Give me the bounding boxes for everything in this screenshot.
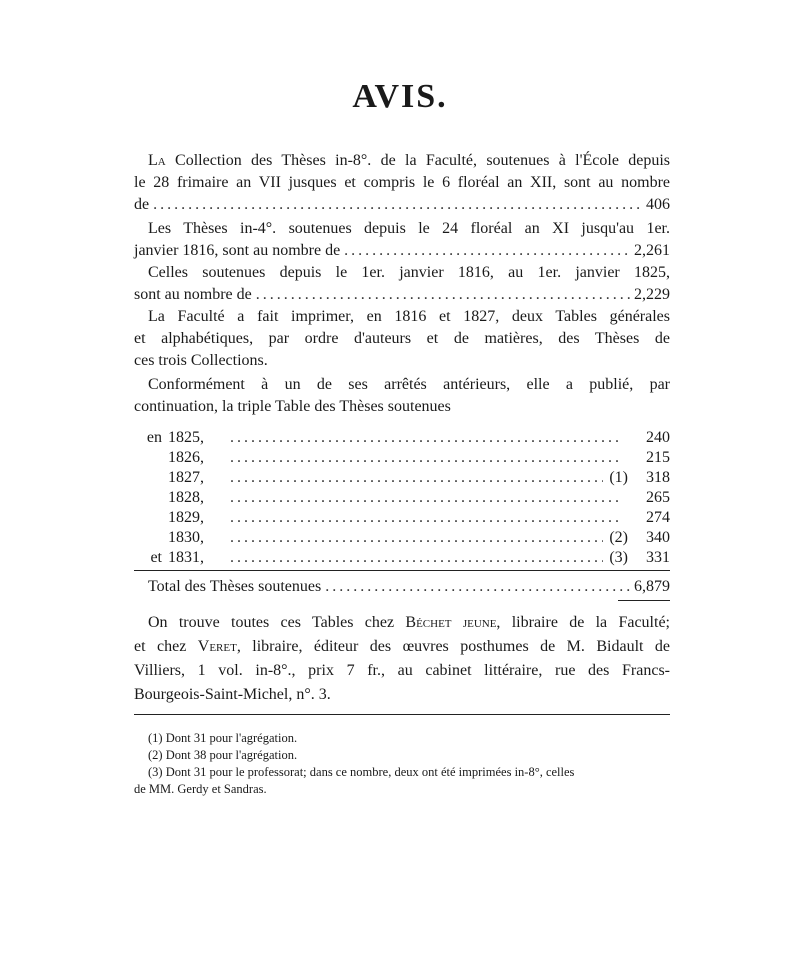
row-prefix: et bbox=[150, 549, 162, 566]
row-value: 340 bbox=[646, 529, 670, 546]
paragraph-3-leader-line bbox=[134, 284, 670, 306]
table-divider bbox=[134, 570, 670, 571]
count-1816-1825: 2,229 bbox=[634, 286, 670, 303]
paragraph-1-line-2: le 28 frimaire an VII jusques et compris le 6 floréal an XII, sont au nombre bbox=[134, 174, 670, 191]
footnote-2: (2) Dont 38 pour l'agrégation. bbox=[148, 748, 298, 762]
total-value: 6,879 bbox=[634, 578, 670, 595]
row-value: 265 bbox=[646, 489, 670, 506]
paragraph-1-line-3: de bbox=[134, 196, 150, 213]
paragraph-6-line-2-b: , libraire, éditeur des œuvres posthumes de M. Bidault de bbox=[236, 638, 671, 655]
count-in8: 406 bbox=[646, 196, 670, 213]
dot-leader bbox=[256, 284, 630, 306]
paragraph-6-line-3: Villiers, 1 vol. in-8°., prix 7 fr., au cabinet littéraire, rue des Francs- bbox=[134, 662, 670, 679]
footnote-3-line-2: de MM. Gerdy et Sandras. bbox=[134, 782, 267, 796]
total-underline bbox=[618, 600, 670, 601]
paragraph-1-leader-line bbox=[134, 194, 670, 216]
table-row bbox=[134, 528, 670, 548]
footnote-3-line-1: (3) Dont 31 pour le professorat; dans ce nombre, deux ont été imprimées in-8°, celles bbox=[148, 765, 575, 779]
row-note: (2) bbox=[609, 529, 628, 546]
dot-leader bbox=[153, 194, 642, 216]
paragraph-5-line-1: Conformément à un de ses arrêtés antérieurs, elle a publié, par bbox=[148, 376, 670, 393]
paragraph-2-leader-line bbox=[134, 240, 670, 262]
total-line bbox=[148, 576, 670, 598]
table-row bbox=[134, 548, 670, 568]
total-label: Total des Thèses soutenues bbox=[148, 578, 322, 595]
table-row bbox=[134, 468, 670, 488]
paragraph-1-line-1: Collection des Thèses in-8°. de la Faculté, soutenues à l'École depuis bbox=[175, 152, 671, 169]
table-row bbox=[134, 508, 670, 528]
dot-leader bbox=[344, 240, 630, 262]
paragraph-3-line-2: sont au nombre de bbox=[134, 286, 252, 303]
dot-leader bbox=[230, 528, 603, 548]
paragraph-6-line-1 bbox=[134, 612, 670, 634]
row-note: (1) bbox=[609, 469, 628, 486]
paragraph-6-line-4: Bourgeois-Saint-Michel, n°. 3. bbox=[134, 686, 331, 703]
dot-leader bbox=[230, 428, 622, 448]
paragraph-2-line-2: janvier 1816, sont au nombre de bbox=[134, 242, 341, 259]
paragraph-6-line-1-b: , libraire de la Faculté; bbox=[496, 614, 670, 631]
row-prefix: en bbox=[146, 429, 162, 446]
paragraph-6-line-2 bbox=[134, 636, 670, 658]
row-year: 1827, bbox=[168, 469, 204, 486]
footnote-divider bbox=[134, 714, 670, 715]
row-year: 1830, bbox=[168, 529, 204, 546]
table-row bbox=[134, 428, 670, 448]
count-in4: 2,261 bbox=[634, 242, 670, 259]
paragraph-6-line-1-a: On trouve toutes ces Tables chez bbox=[148, 614, 395, 631]
dot-leader bbox=[230, 548, 603, 568]
paragraph-collection-in8 bbox=[134, 150, 670, 172]
paragraph-6-line-2-a: et chez bbox=[134, 638, 187, 655]
paragraph-3-line-1: Celles soutenues depuis le 1er. janvier 1816, au 1er. janvier 1825, bbox=[148, 264, 670, 281]
paragraph-4-line-1: La Faculté a fait imprimer, en 1816 et 1827, deux Tables générales bbox=[148, 308, 670, 325]
dropcap-la: La bbox=[148, 152, 166, 169]
page-title: AVIS. bbox=[352, 78, 448, 115]
row-value: 318 bbox=[646, 469, 670, 486]
dot-leader bbox=[230, 468, 603, 488]
row-value: 215 bbox=[646, 449, 670, 466]
table-row bbox=[134, 488, 670, 508]
row-year: 1829, bbox=[168, 509, 204, 526]
row-value: 331 bbox=[646, 549, 670, 566]
table-row bbox=[134, 448, 670, 468]
paragraph-4-line-2: et alphabétiques, par ordre d'auteurs et de matières, des Thèses de bbox=[134, 330, 670, 347]
publisher-bechet: Béchet jeune bbox=[405, 614, 497, 631]
footnote-1: (1) Dont 31 pour l'agrégation. bbox=[148, 731, 298, 745]
paragraph-2-line-1: Les Thèses in-4°. soutenues depuis le 24 floréal an XI jusqu'au 1er. bbox=[148, 220, 670, 237]
dot-leader bbox=[230, 448, 622, 468]
row-value: 274 bbox=[646, 509, 670, 526]
row-note: (3) bbox=[609, 549, 628, 566]
footnotes bbox=[134, 730, 670, 798]
row-value: 240 bbox=[646, 429, 670, 446]
row-year: 1828, bbox=[168, 489, 204, 506]
paragraph-4-line-3: ces trois Collections. bbox=[134, 352, 268, 369]
row-year: 1825, bbox=[168, 429, 204, 446]
dot-leader bbox=[230, 508, 622, 528]
publisher-veret: Veret bbox=[197, 638, 237, 655]
paragraph-5-line-2: continuation, la triple Table des Thèses soutenues bbox=[134, 398, 451, 415]
row-year: 1831, bbox=[168, 549, 204, 566]
row-year: 1826, bbox=[168, 449, 204, 466]
dot-leader bbox=[230, 488, 622, 508]
dot-leader bbox=[325, 576, 630, 598]
